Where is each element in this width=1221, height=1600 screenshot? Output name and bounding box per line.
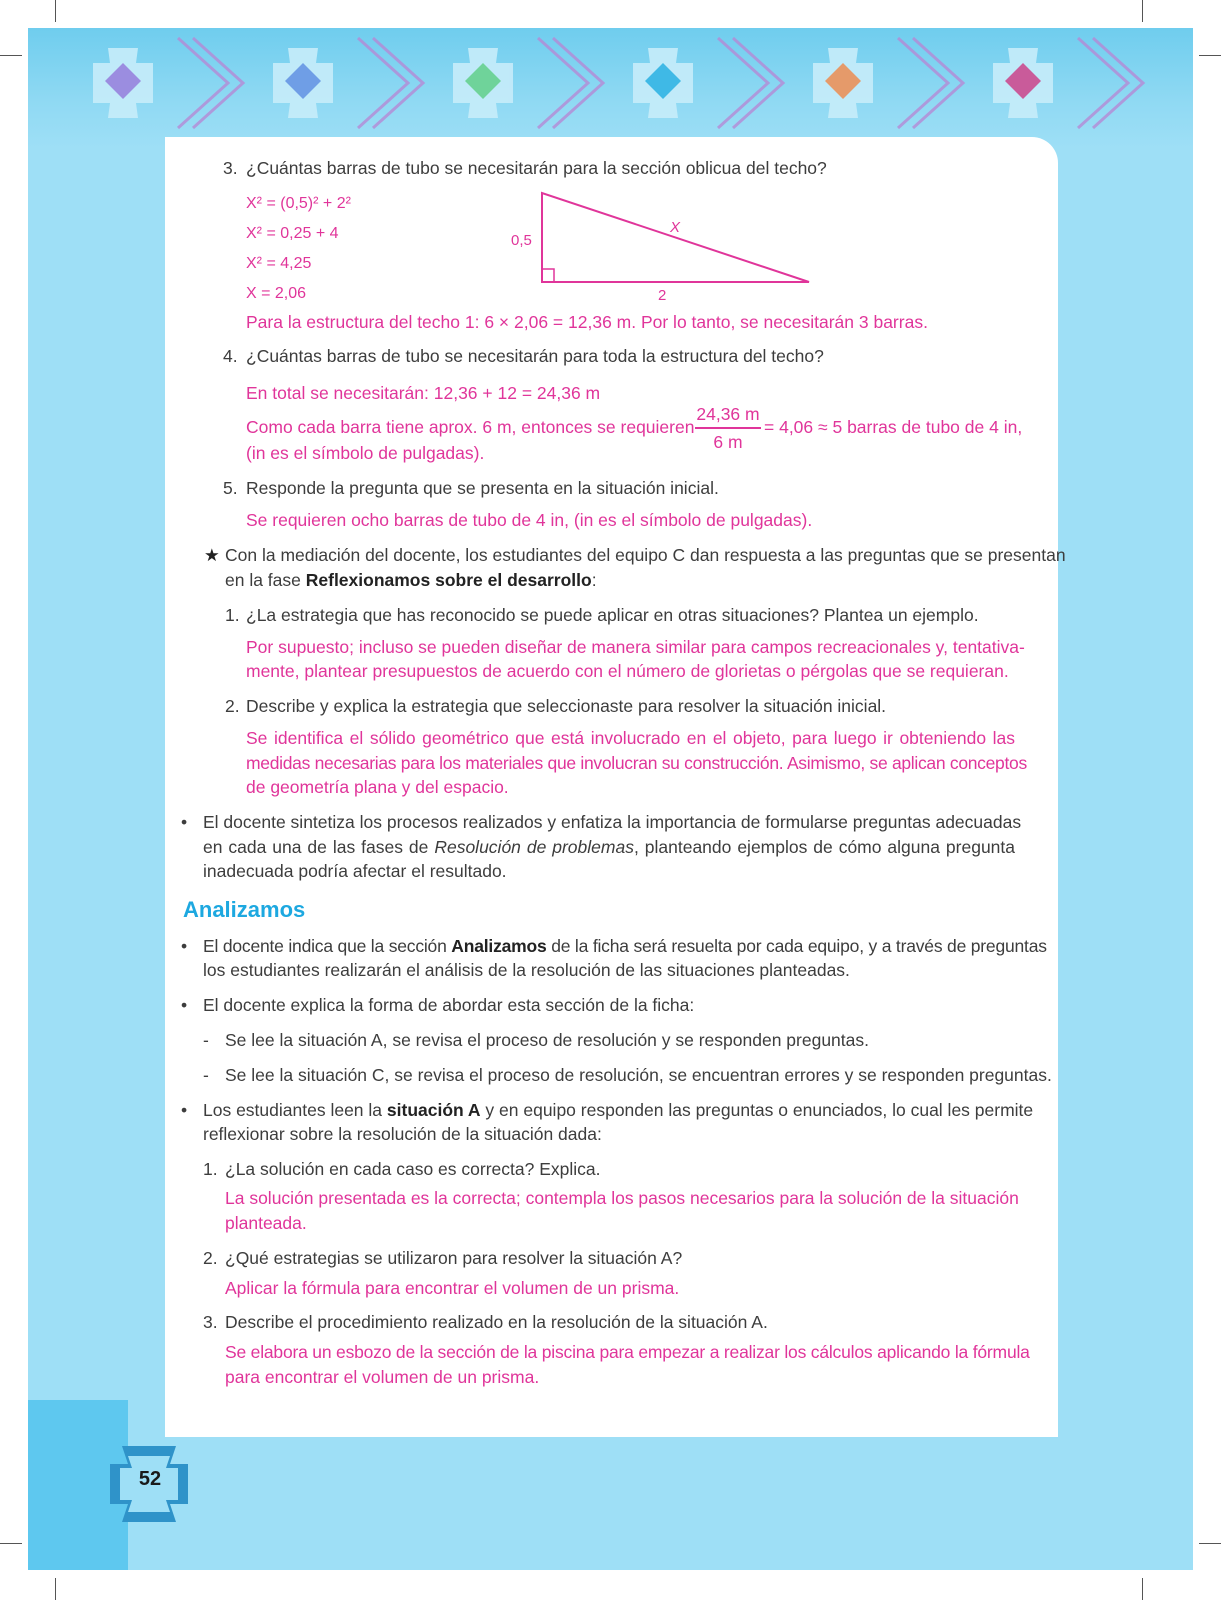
dash-icon: - — [203, 1065, 209, 1085]
fraction-numerator: 24,36 m — [696, 404, 760, 424]
indica-line-2: los estudiantes realizarán el análisis de la resolución de las situaciones planteadas. — [203, 960, 850, 980]
triangle-label-base: 2 — [658, 287, 667, 304]
leen-line-1-pre: Los estudiantes leen la — [203, 1100, 387, 1120]
docente-line-2-pre: en cada una de las fases de — [203, 837, 435, 857]
indica-line-1-pre: El docente indica que la sección — [203, 936, 452, 956]
a2-answer: Aplicar la fórmula para encontrar el volumen de un prisma. — [225, 1278, 680, 1298]
star-icon: ★ — [204, 545, 220, 565]
section-name-analizamos: Analizamos — [451, 936, 547, 956]
fraction-bar — [695, 427, 761, 429]
crop-mark — [55, 1578, 56, 1600]
docente-line-2 — [203, 835, 1015, 860]
a1-answer-line-2: planteada. — [225, 1213, 307, 1233]
q3-equation-4: X = 2,06 — [246, 285, 307, 302]
crop-mark — [0, 1543, 22, 1544]
q4-answer-text: Como cada barra tiene aprox. 6 m, entonces se requieren — [246, 417, 695, 437]
phase-name-reflexionamos: Reflexionamos sobre el desarrollo — [305, 570, 592, 590]
docente-line-3: inadecuada podría afectar el resultado. — [203, 861, 507, 881]
star-item-line-2-pre: en la fase — [225, 570, 306, 590]
r1-number: 1. — [225, 605, 240, 625]
r1-answer-line-1: Por supuesto; incluso se pueden diseñar de manera similar para campos recreacionales y, tentativa- — [246, 637, 1025, 657]
r1-question: ¿La estrategia que has reconocido se puede aplicar en otras situaciones? Plantea un ejemplo. — [246, 605, 979, 625]
page-number: 52 — [138, 1468, 162, 1490]
crop-mark — [0, 55, 22, 56]
bullet-icon: • — [181, 936, 188, 956]
page-content — [165, 137, 1066, 1437]
q4-number: 4. — [223, 346, 238, 366]
q3-equation-3: X² = 4,25 — [246, 255, 312, 272]
explica-text: El docente explica la forma de abordar esta sección de la ficha: — [203, 995, 695, 1015]
decorative-pattern — [28, 28, 1193, 138]
crop-mark — [55, 0, 56, 22]
situacion-a-term: situación A — [386, 1100, 481, 1120]
q5-number: 5. — [223, 478, 238, 498]
q4-answer-total: En total se necesitarán: 12,36 + 12 = 24,36 m — [246, 383, 601, 403]
crop-mark — [1199, 1543, 1221, 1544]
q3-number: 3. — [223, 158, 238, 178]
r2-question: Describe y explica la estrategia que seleccionaste para resolver la situación inicial. — [246, 696, 887, 716]
section-heading-analizamos: Analizamos — [183, 897, 306, 922]
a3-answer-line-1: Se elabora un esbozo de la sección de la piscina para empezar a realizar los cálculos aplicando la fórmula — [225, 1342, 1030, 1362]
dash-item-situacion-a: Se lee la situación A, se revisa el proceso de resolución y se responden preguntas. — [225, 1030, 869, 1050]
bullet-icon: • — [181, 1100, 188, 1120]
docente-line-2-post: , planteando ejemplos de cómo alguna pregunta — [633, 837, 1016, 857]
resolucion-problemas-term: Resolución de problemas — [434, 837, 634, 857]
a1-number: 1. — [203, 1159, 218, 1179]
q3-equation-1: X² = (0,5)² + 2² — [246, 195, 351, 212]
q5-question: Responde la pregunta que se presenta en la situación inicial. — [246, 478, 719, 498]
q4-fraction — [695, 402, 761, 454]
star-item-line-2-post: : — [591, 570, 597, 590]
star-item-line-1: Con la mediación del docente, los estudiantes del equipo C dan respuesta a las preguntas que se presentan — [225, 545, 1066, 565]
dash-item-situacion-c: Se lee la situación C, se revisa el proceso de resolución, se encuentran errores y se responden preguntas. — [225, 1065, 1052, 1085]
a1-question: ¿La solución en cada caso es correcta? Explica. — [225, 1159, 601, 1179]
docente-line-1: El docente sintetiza los procesos realizados y enfatiza la importancia de formularse preguntas adecuadas — [203, 812, 1022, 832]
indica-line-1 — [203, 934, 1047, 959]
r1-answer-line-2: mente, plantear presupuestos de acuerdo con el número de glorietas o pérgolas que se requieran. — [246, 661, 1009, 681]
bullet-icon: • — [181, 812, 188, 832]
q4-answer-result: = 4,06 ≈ 5 barras de tubo de 4 in, — [764, 417, 1023, 437]
crop-mark — [1142, 0, 1143, 22]
q3-question: ¿Cuántas barras de tubo se necesitarán para la sección oblicua del techo? — [246, 158, 827, 178]
r2-number: 2. — [225, 696, 240, 716]
bullet-icon: • — [181, 995, 188, 1015]
r2-answer-line-3: de geometría plana y del espacio. — [246, 777, 509, 797]
a2-question: ¿Qué estrategias se utilizaron para resolver la situación A? — [225, 1248, 683, 1268]
leen-line-1-post: y en equipo responden las preguntas o enunciados, lo cual les permite — [480, 1100, 1034, 1120]
indica-line-1-post: de la ficha será resuelta por cada equipo, y a través de preguntas — [546, 936, 1047, 956]
triangle-label-vertical: 0,5 — [511, 232, 532, 249]
triangle-label-hypotenuse: X — [670, 219, 681, 236]
q4-question: ¿Cuántas barras de tubo se necesitarán para toda la estructura del techo? — [246, 346, 824, 366]
q5-answer: Se requieren ocho barras de tubo de 4 in, (in es el símbolo de pulgadas). — [246, 510, 813, 530]
a2-number: 2. — [203, 1248, 218, 1268]
dash-icon: - — [203, 1030, 209, 1050]
a3-question: Describe el procedimiento realizado en la resolución de la situación A. — [225, 1312, 768, 1332]
a3-number: 3. — [203, 1312, 218, 1332]
crop-mark — [1199, 55, 1221, 56]
a1-answer-line-1: La solución presentada es la correcta; contempla los pasos necesarios para la solución de la situación — [225, 1188, 1019, 1208]
q4-answer-note: (in es el símbolo de pulgadas). — [246, 443, 485, 463]
r2-answer-line-2: medidas necesarias para los materiales que involucran su construcción. Asimismo, se aplican conceptos — [246, 753, 1027, 773]
leen-line-2: reflexionar sobre la resolución de la situación dada: — [203, 1124, 602, 1144]
q3-equation-2: X² = 0,25 + 4 — [246, 225, 339, 242]
r2-answer-line-1: Se identifica el sólido geométrico que está involucrado en el objeto, para luego ir obteniendo las — [246, 728, 1015, 748]
a3-answer-line-2: para encontrar el volumen de un prisma. — [225, 1367, 540, 1387]
leen-line-1 — [203, 1098, 1034, 1123]
q3-answer: Para la estructura del techo 1: 6 × 2,06 = 12,36 m. Por lo tanto, se necesitarán 3 barras. — [246, 312, 928, 332]
star-item-line-2 — [225, 568, 597, 593]
fraction-denominator: 6 m — [713, 431, 743, 452]
right-triangle-diagram — [535, 187, 825, 297]
crop-mark — [1142, 1578, 1143, 1600]
